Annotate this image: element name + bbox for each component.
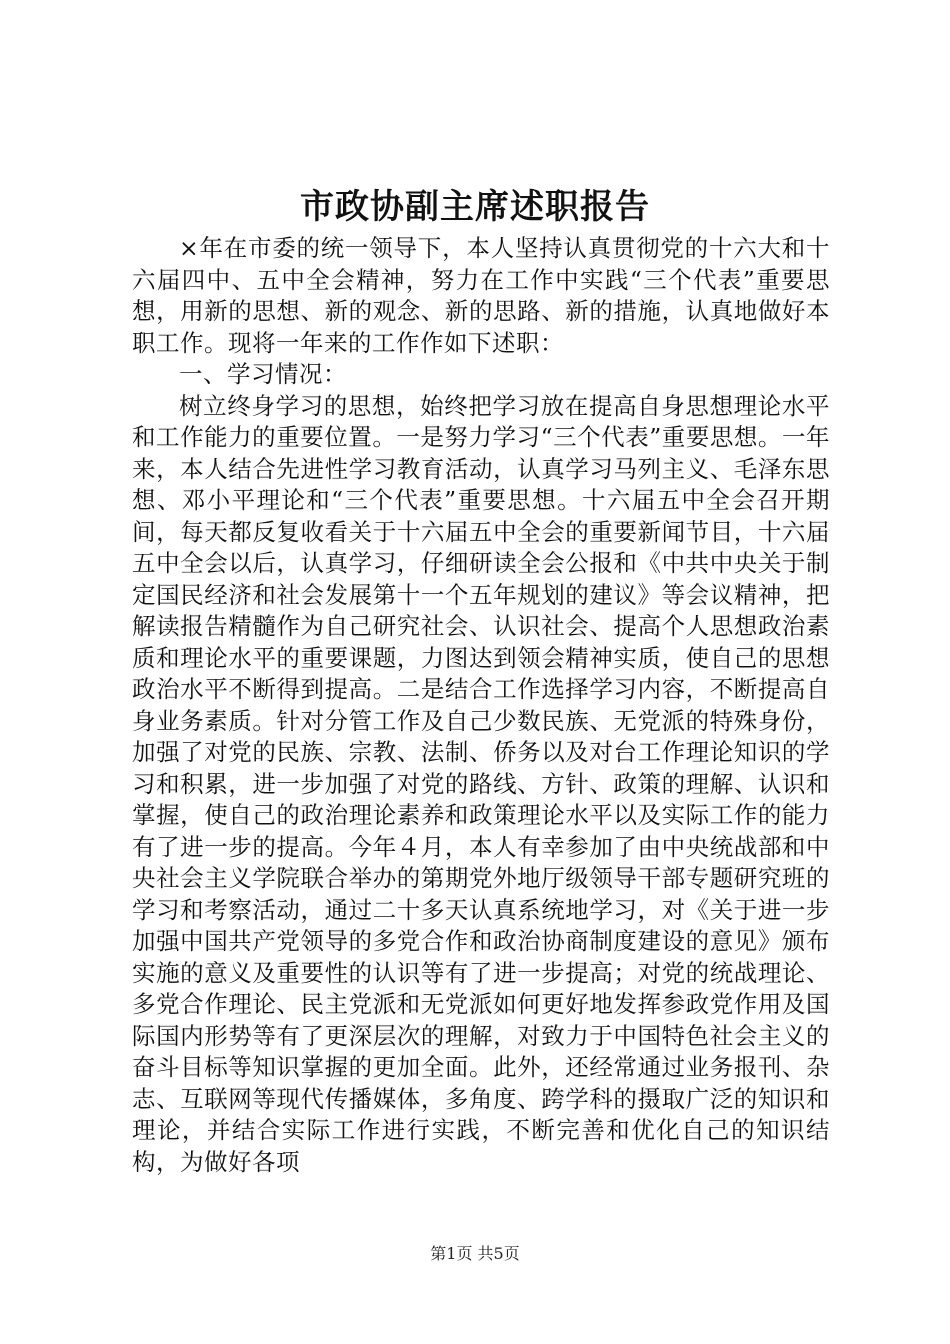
page-footer: 第1页 共5页 — [430, 1244, 520, 1263]
document-title: 市政协副主席述职报告 — [300, 187, 650, 227]
intro-paragraph: ×年在市委的统一领导下，本人坚持认真贯彻党的十六大和十六届四中、五中全会精神，努力在工作中实践“三个代表”重要思想，用新的思想、新的观念、新的思路、新的措施，认真地做好本职工作。现将一年来的工作作如下述职： — [132, 234, 830, 357]
section-heading-study: 一、学习情况： — [179, 360, 347, 388]
study-paragraph: 树立终身学习的思想，始终把学习放在提高自身思想理论水平和工作能力的重要位置。一是努力学习“三个代表”重要思想。一年来，本人结合先进性学习教育活动，认真学习马列主义、毛泽东思想、邓小平理论和“三个代表”重要思想。十六届五中全会召开期间，每天都反复收看关于十六届五中全会的重要新闻节目，十六届五中全会以后，认真学习，仔细研读全会公报和《中共中央关于制定国民经济和社会发展第十一个五年规划的建议》等会议精神，把解读报告精髓作为自己研究社会、认识社会、提高个人思想政治素质和理论水平的重要课题，力图达到领会精神实质，使自己的思想政治水平不断得到提高。二是结合工作选择学习内容，不断提高自身业务素质。针对分管工作及自己少数民族、无党派的特殊身份，加强了对党的民族、宗教、法制、侨务以及对台工作理论知识的学习和积累，进一步加强了对党的路线、方针、政策的理解、认识和掌握，使自己的政治理论素养和政策理论水平以及实际工作的能力有了进一步的提高。今年４月，本人有幸参加了由中央统战部和中央社会主义学院联合举办的第期党外地厅级领导干部专题研究班的学习和考察活动，通过二十多天认真系统地学习，对《关于进一步加强中国共产党领导的多党合作和政治协商制度建设的意见》颁布实施的意义及重要性的认识等有了进一步提高；对党的统战理论、多党合作理论、民主党派和无党派如何更好地发挥参政党作用及国际国内形势等有了更深层次的理解，对致力于中国特色社会主义的奋斗目标等知识掌握的更加全面。此外，还经常通过业务报刊、杂志、互联网等现代传播媒体，多角度、跨学科的摄取广泛的知识和理论，并结合实际工作进行实践，不断完善和优化自己的知识结构，为做好各项 — [132, 391, 830, 1176]
document-body — [132, 233, 830, 1178]
